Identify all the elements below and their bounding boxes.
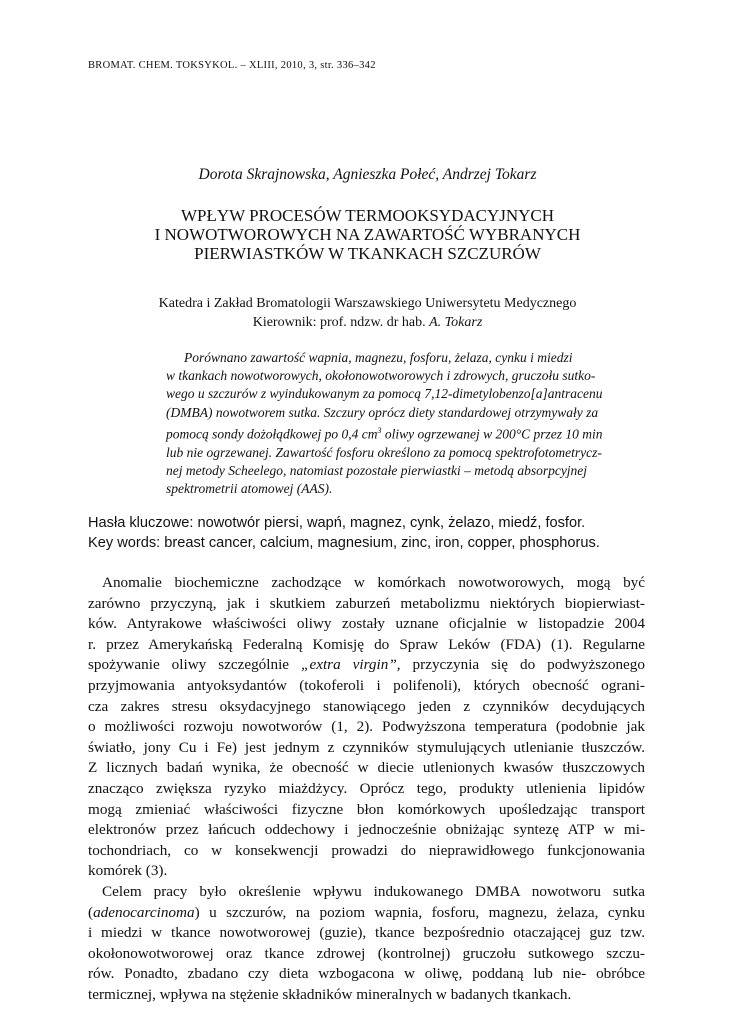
abstract-line: nej metody Scheelego, natomiast pozostałe pierwiastki – metodą absorpcyjnej xyxy=(166,462,588,478)
body-line: r. przez Amerykańską Federalną Komisję do Spraw Leków (FDA) (1). Regularne xyxy=(88,635,645,653)
authors: Dorota Skrajnowska, Agnieszka Połeć, Andrzej Tokarz xyxy=(198,166,537,183)
head-name: A. Tokarz xyxy=(429,315,483,330)
body-line: okołonowotworowej oraz tkance zdrowej (kontrolnej) gruczołu sutkowego szczu- xyxy=(88,944,645,962)
body-text: ) u szczurów, na poziom wapnia, fosforu, magnezu, żelaza, cynku xyxy=(194,903,645,921)
body-line xyxy=(88,655,645,676)
body-line: zarówno przyczyną, jak i skutkiem zaburzeń metabolizmu niektórych biopierwiast- xyxy=(88,594,645,612)
affiliation-head xyxy=(0,313,735,332)
italic-phrase: „extra virgin”, xyxy=(301,656,401,674)
journal-header: BROMAT. CHEM. TOKSYKOL. – XLIII, 2010, 3, str. 336–342 xyxy=(88,60,376,71)
title-line: I NOWOTWOROWYCH NA ZAWARTOŚĆ WYBRANYCH xyxy=(154,225,581,244)
keywords xyxy=(88,513,600,553)
body-line: i miedzi w tkance nowotworowej (guzie), tkance bezpośrednio otaczającej guz tzw. xyxy=(88,924,645,942)
body-text: ( xyxy=(88,903,94,921)
body-text: przyczynia się do podwyższonego xyxy=(400,656,645,674)
abstract-text: oliwy ogrzewanej w 200°C przez 10 min xyxy=(381,426,603,442)
body-line: cza zakres stresu oksydacyjnego stanowiącego jeden z czynników decydujących xyxy=(88,697,645,715)
article-title xyxy=(0,206,735,263)
body-text xyxy=(88,573,645,1005)
body-line: elektronów przez łańcuch oddechowy i jednocześnie obniżając syntezę ATP w mi- xyxy=(88,821,645,839)
head-prefix: Kierownik: prof. ndzw. dr hab. xyxy=(252,315,430,330)
abstract xyxy=(166,349,603,498)
body-line: komórek (3). xyxy=(88,862,168,880)
body-line: światło, jony Cu i Fe) jest jednym z czynników stymulujących utlenianie tłuszczów. xyxy=(88,738,645,756)
title-line: WPŁYW PROCESÓW TERMOOKSYDACYJNYCH xyxy=(180,206,555,225)
abstract-text: pomocą sondy dożołądkowej po 0,4 cm xyxy=(166,426,378,442)
body-text: spożywanie oliwy szczególnie xyxy=(88,656,302,674)
abstract-line xyxy=(166,422,603,444)
abstract-line: w tkankach nowotworowych, okołonowotworowych i zdrowych, gruczołu sutko- xyxy=(166,368,596,384)
body-line: znacząco zwiększa ryzyko miażdżycy. Oprócz tego, produkty utlenienia lipidów xyxy=(88,779,645,797)
affiliation-institution: Katedra i Zakład Bromatologii Warszawskiego Uniwersytetu Medycznego xyxy=(158,296,577,311)
body-line xyxy=(88,903,645,924)
abstract-line: wego u szczurów z wyindukowanym za pomocą 7,12-dimetylobenzo[a]antracenu xyxy=(166,386,603,402)
body-line: przyjmowania antyoksydantów (tokoferoli i polifenoli), których obecność ograni- xyxy=(88,676,645,694)
abstract-line: (DMBA) nowotworem sutka. Szczury oprócz diety standardowej otrzymywały za xyxy=(166,404,599,420)
body-line: termicznej, wpływa na stężenie składników mineralnych w badanych tkankach. xyxy=(88,985,572,1003)
keywords-en: Key words: breast cancer, calcium, magnesium, zinc, iron, copper, phosphorus. xyxy=(88,535,600,551)
body-line: Anomalie biochemiczne zachodzące w komórkach nowotworowych, mogą być xyxy=(102,574,645,591)
abstract-line: spektrometrii atomowej (AAS). xyxy=(166,480,333,496)
body-line: Z licznych badań wynika, że obecność w diecie utlenionych kwasów tłuszczowych xyxy=(88,759,645,777)
body-line: o możliwości rozwoju nowotworów (1, 2). Podwyższona temperatura (podobnie jak xyxy=(88,718,645,736)
affiliation xyxy=(0,294,735,332)
superscript: 3 xyxy=(377,425,382,435)
italic-term: adenocarcinoma xyxy=(93,903,195,921)
body-line: Celem pracy było określenie wpływu indukowanego DMBA nowotworu sutka xyxy=(102,882,645,900)
body-line: ków. Antyrakowe właściwości oliwy zostały uznane oficjalnie w listopadzie 2004 xyxy=(88,615,645,633)
body-line: rów. Ponadto, zbadano czy dieta wzbogacona w oliwę, poddaną lub nie- obróbce xyxy=(88,965,645,983)
abstract-line: lub nie ogrzewanej. Zawartość fosforu określono za pomocą spektrofotometrycz- xyxy=(166,444,602,460)
body-line: tochondriach, co w konsekwencji prowadzi do nieprawidłowego funkcjonowania xyxy=(88,841,645,859)
title-line: PIERWIASTKÓW W TKANKACH SZCZURÓW xyxy=(194,244,541,263)
keywords-pl: Hasła kluczowe: nowotwór piersi, wapń, magnez, cynk, żelazo, miedź, fosfor. xyxy=(88,515,586,531)
abstract-line: Porównano zawartość wapnia, magnezu, fosforu, żelaza, cynku i miedzi xyxy=(184,350,573,365)
body-line: mogą zmieniać właściwości fizyczne błon komórkowych upośledzając transport xyxy=(88,800,645,818)
